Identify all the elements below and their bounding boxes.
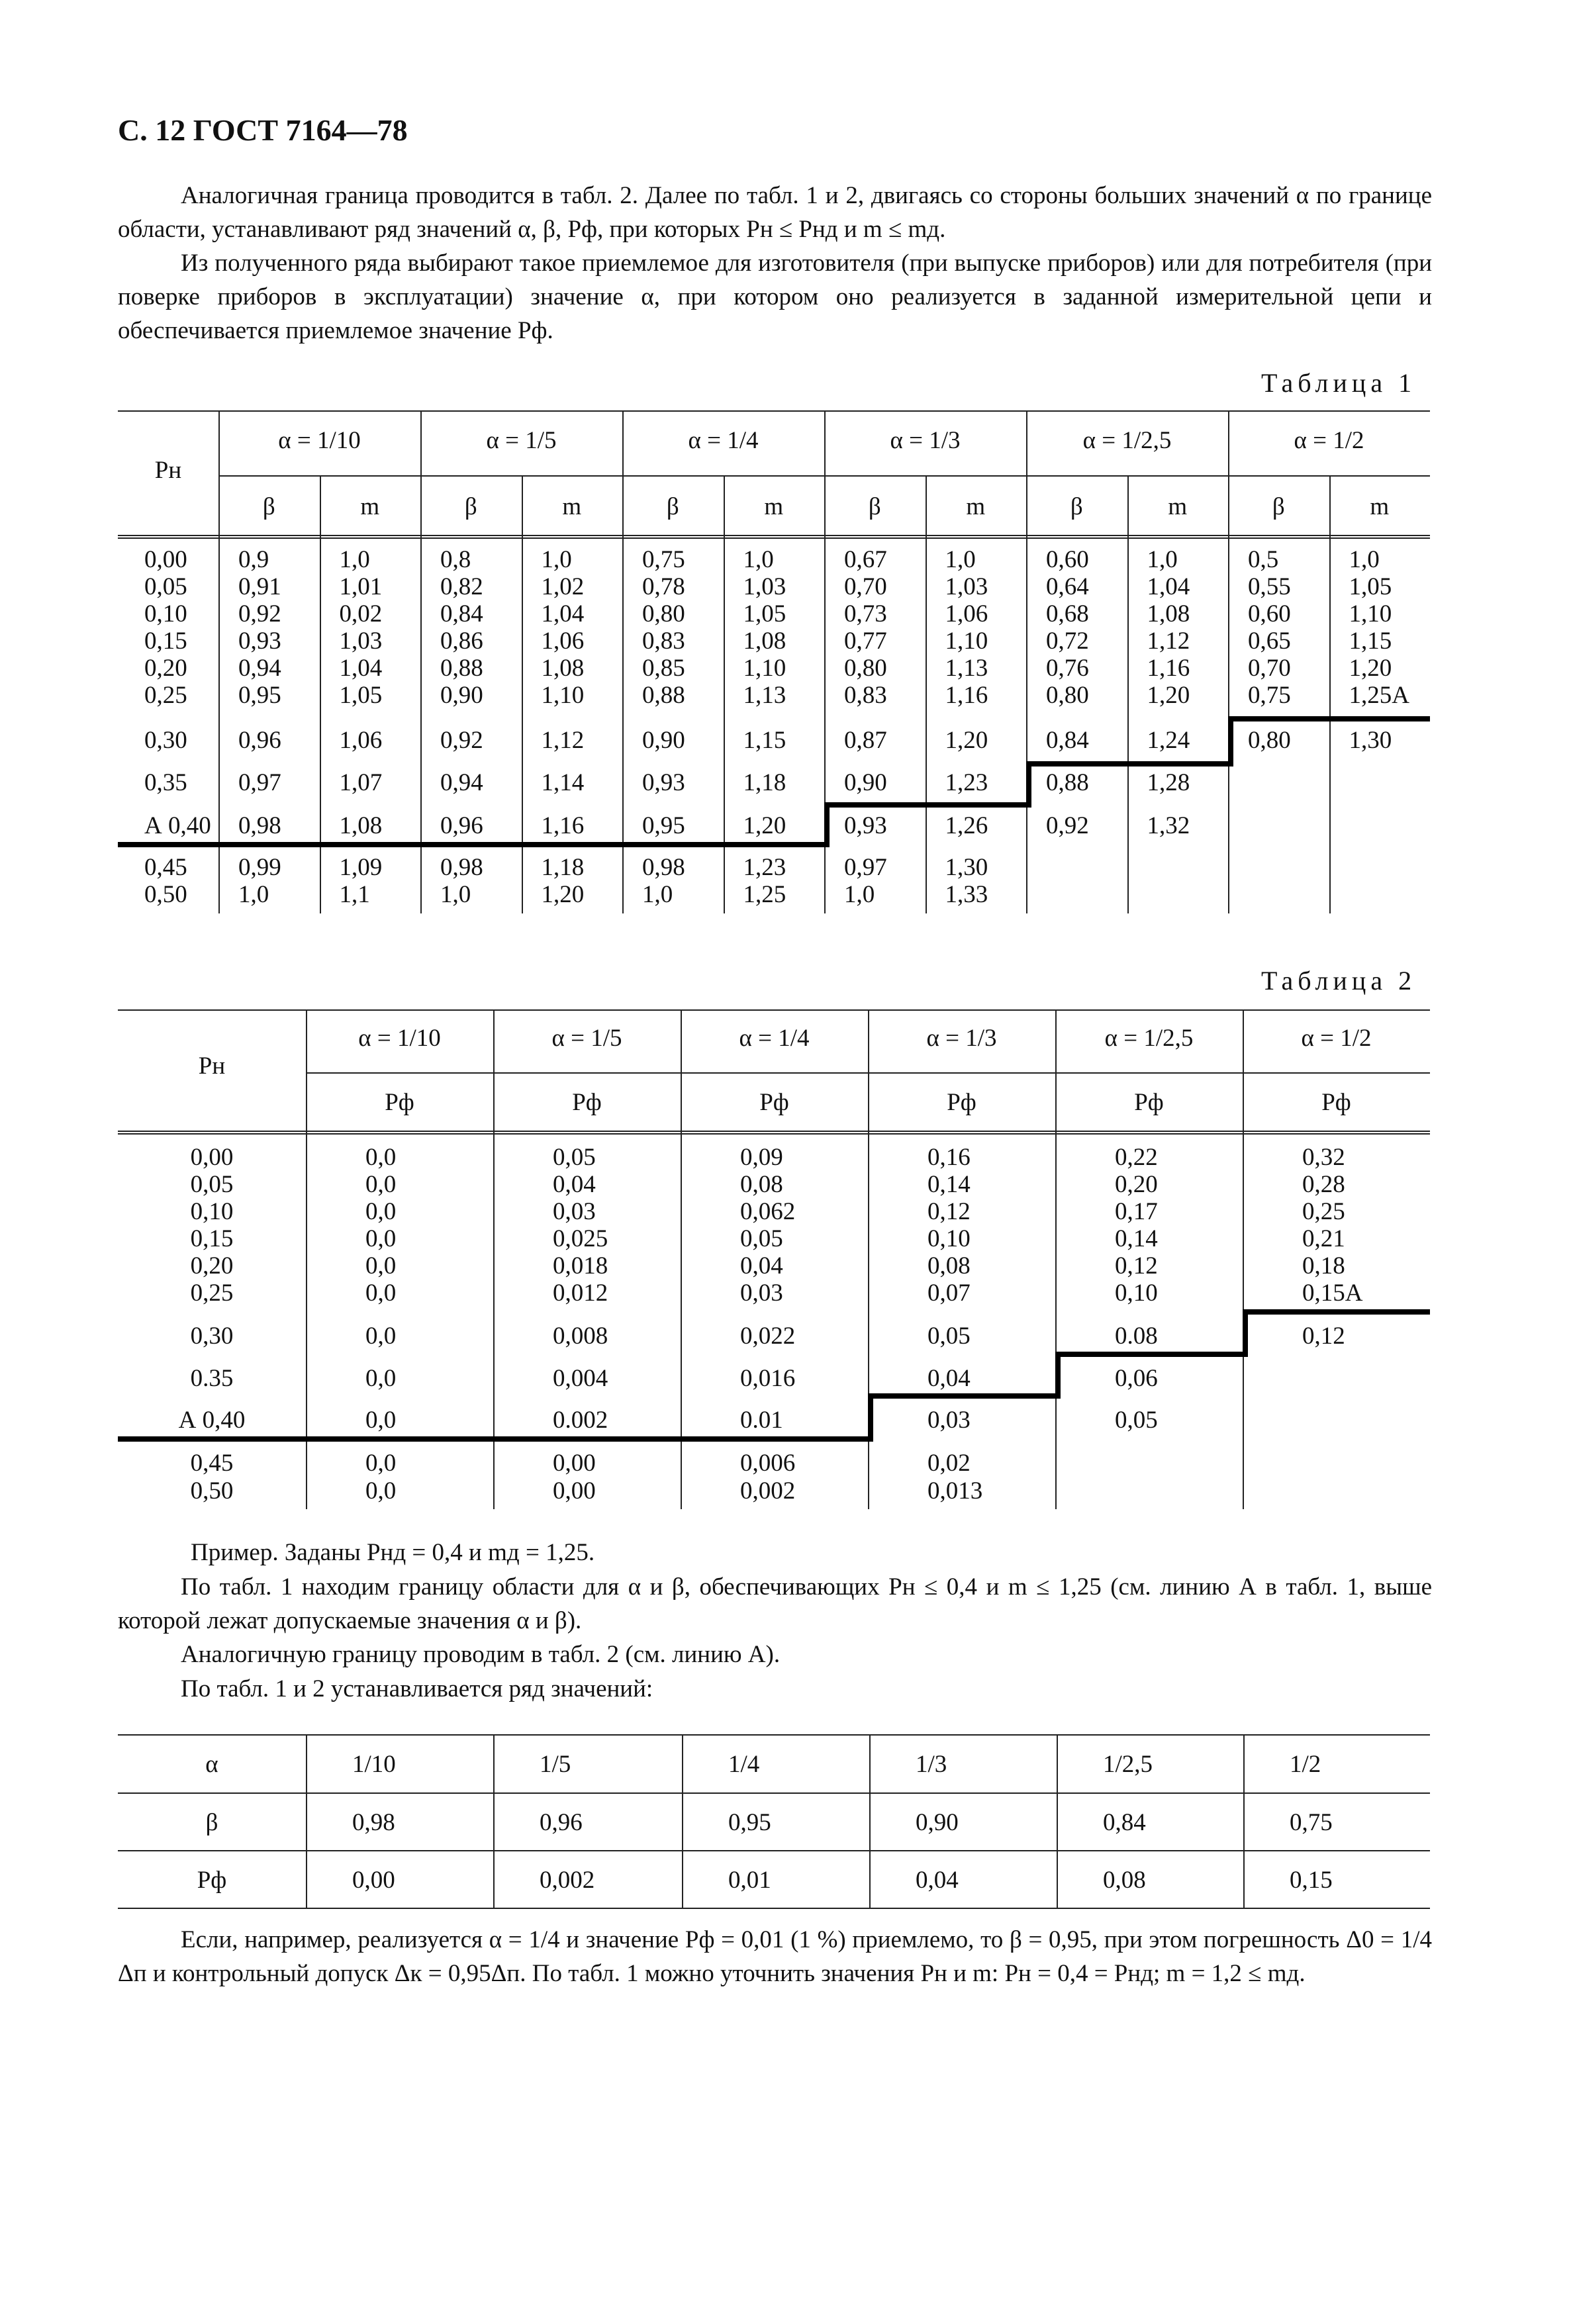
table1-m-cell: 1,20 [1147,682,1190,709]
table1-m-cell: 1,04 [541,600,585,627]
table3-cell: 1/5 [540,1751,571,1778]
table2-pf-cell: 0,17 [1115,1198,1158,1225]
table1-m-cell: 1,10 [945,627,988,655]
table2-pf-cell: 0,018 [553,1252,608,1279]
table2-pf-cell: 0,05 [927,1323,971,1350]
table1-alpha-header: α = 1/2 [1294,427,1364,454]
table2-pf-cell: 0,0 [365,1450,397,1477]
table2-pf-cell: 0,07 [927,1279,971,1307]
final-paragraph: Если, например, реализуется α = 1/4 и значение Pф = 0,01 (1 %) приемлемо, то β = 0,95, при этом погрешность Δ0 = 1/4 Δп и контрольный допуск Δк = 0,95Δп. По табл. 1 можно уточнить значения Pн и m: Pн = 0,4 = Pнд; m = 1,2 ≤ mд. [118,1926,1432,1987]
table1-beta-cell: 0,92 [440,727,483,754]
table2-pf-cell: 0,0 [365,1171,397,1198]
table1-beta-cell: 0,8 [440,546,471,573]
table3-cell: 0,15 [1290,1867,1333,1894]
table1-m-cell: 1,03 [945,573,988,600]
table3-cell: Pф [197,1867,227,1894]
table2-pf-cell: 0,18 [1302,1252,1345,1279]
table1-m-cell: 1,05 [743,600,786,627]
table3-cell: 0,96 [540,1809,583,1836]
paragraph-2: Из полученного ряда выбирают такое приемлемое для изготовителя (при выпуске приборов) или для потребителя (при поверке приборов в эксплуатации) значение α, при котором оно реализуется в заданной измерительной цепи и обеспечивается приемлемое значение Pф. [118,250,1432,344]
table1-beta-cell: 0,5 [1248,546,1279,573]
table1-m-cell: 1,20 [1349,655,1392,682]
table1-m-cell: 1,01 [339,573,383,600]
table1-m-cell: 1,20 [945,727,988,754]
rule-line [1057,1734,1058,1908]
table1-beta-cell: 0,80 [1248,727,1291,754]
table2-pf-cell: 0,10 [1115,1279,1158,1307]
table1-beta-cell: 0,55 [1248,573,1291,600]
table2-pf-cell: 0,022 [740,1323,796,1350]
table1-m-cell: 1,0 [339,546,370,573]
table1-beta-cell: 0,90 [642,727,685,754]
rule-line [493,1734,495,1908]
table1-beta-cell: 0,92 [238,600,281,627]
table1-beta-cell: 0,60 [1046,546,1089,573]
table2-pf-header: Pф [947,1089,976,1116]
table2-alpha-header: α = 1/2 [1301,1025,1372,1052]
table2-row-header: Pн [198,1052,226,1080]
table1-p-cell: 0,35 [144,769,187,796]
table1-beta-cell: 0,65 [1248,627,1291,655]
table2-pf-cell: 0,012 [553,1279,608,1307]
table1-m-cell: 1,30 [945,854,988,881]
table1-p-cell: 0,20 [144,655,187,682]
table3-cell: 0,84 [1103,1809,1146,1836]
table1-beta-cell: 0,84 [440,600,483,627]
table1-beta-cell: 0,97 [844,854,887,881]
table1-m-cell: 1,02 [541,573,585,600]
table1-alpha-header: α = 1/5 [486,427,557,454]
table1-beta-cell: 0,98 [642,854,685,881]
table1-m-cell: 1,18 [541,854,585,881]
table2-pf-cell: 0,04 [927,1365,971,1392]
table1-beta-cell: 1,0 [642,881,673,908]
table1-m-cell: 1,09 [339,854,383,881]
table1-beta-cell: 0,73 [844,600,887,627]
rule-line [118,1908,1430,1909]
table2-pf-header: Pф [1321,1089,1351,1116]
rule-line [682,1734,683,1908]
table2-pf-cell: 0,28 [1302,1171,1345,1198]
table1-m-cell: 1,10 [541,682,585,709]
table3-cell: 0,04 [916,1867,959,1894]
table2-pf-cell: 0,04 [553,1171,596,1198]
table2-pf-cell: 0,0 [365,1279,397,1307]
table1-beta-cell: 0,70 [1248,655,1291,682]
table2-pf-cell: 0,02 [927,1450,971,1477]
table1-beta-header: β [868,493,881,520]
table2-p-cell: 0,30 [190,1323,234,1350]
table2-p-cell: 0,20 [190,1252,234,1279]
table2-pf-cell: 0,32 [1302,1144,1345,1171]
table1-m-cell: 1,08 [743,627,786,655]
table1-m-cell: 1,0 [743,546,774,573]
table2-pf-cell: 0,08 [927,1252,971,1279]
table2-pf-cell: 0,0 [365,1365,397,1392]
table1-beta-cell: 0,83 [844,682,887,709]
table1-m-cell: 1,05 [1349,573,1392,600]
table2-pf-cell: 0,0 [365,1323,397,1350]
table3-cell: 0,95 [728,1809,771,1836]
table2-pf-cell: 0,03 [740,1279,783,1307]
table1-beta-cell: 0,85 [642,655,685,682]
table1-p-cell: 0,50 [144,881,187,908]
table1-m-cell: 1,20 [743,812,786,839]
table1-beta-cell: 0,95 [238,682,281,709]
table1-beta-cell: 0,80 [642,600,685,627]
table1-m-cell: 1,20 [541,881,585,908]
table1-m-cell: 1,08 [541,655,585,682]
table1-beta-cell: 0,96 [238,727,281,754]
table2-pf-header: Pф [759,1089,789,1116]
table2-pf-header: Pф [572,1089,602,1116]
table1-beta-cell: 0,82 [440,573,483,600]
table3-cell: 0,002 [540,1867,595,1894]
rule-line [118,1850,1430,1851]
table1-m-cell: 1,06 [339,727,383,754]
table2-pf-header: Pф [385,1089,414,1116]
table2-pf-cell: 0,004 [553,1365,608,1392]
table1-beta-cell: 0,80 [844,655,887,682]
table1-beta-cell: 0,64 [1046,573,1089,600]
table2-pf-cell: 0,12 [927,1198,971,1225]
table1-beta-cell: 0,97 [238,769,281,796]
table1-m-cell: 1,10 [743,655,786,682]
table1-m-cell: 1,28 [1147,769,1190,796]
table1-m-header: m [1168,493,1188,520]
table1-m-cell: 1,0 [945,546,976,573]
table1-p-cell: 0,10 [144,600,187,627]
table1-p-cell: А 0,40 [144,812,211,839]
table1-beta-cell: 0,75 [1248,682,1291,709]
table3-cell: 1/3 [916,1751,947,1778]
table2-pf-cell: 0,0 [365,1407,397,1434]
table1-alpha-header: α = 1/4 [688,427,759,454]
table1-m-header: m [1370,493,1390,520]
table1-m-header: m [764,493,784,520]
table1-beta-cell: 0,76 [1046,655,1089,682]
table1-beta-cell: 0,88 [1046,769,1089,796]
table2-pf-cell: 0,03 [927,1407,971,1434]
table2-pf-cell: 0,05 [1115,1407,1158,1434]
table2-p-cell: А 0,40 [178,1407,246,1434]
example-line-4: По табл. 1 и 2 устанавливается ряд значений: [181,1675,653,1702]
table3-cell: 0,01 [728,1867,771,1894]
table2-pf-cell: 0,008 [553,1323,608,1350]
table1-beta-cell: 0,98 [440,854,483,881]
table1-m-header: m [360,493,380,520]
table2-pf-cell: 0,21 [1302,1225,1345,1252]
table1-m-cell: 1,0 [1147,546,1178,573]
paragraph-1: Аналогичная граница проводится в табл. 2. Далее по табл. 1 и 2, двигаясь со стороны больших значений α по границе области, устанавливают ряд значений α, β, Pф, при которых Pн ≤ Pнд и m ≤ mд. [118,182,1432,243]
table2-pf-cell: 0,05 [553,1144,596,1171]
table2-caption: Таблица 2 [1261,966,1417,996]
table2-alpha-header: α = 1/2,5 [1104,1025,1194,1052]
table1-beta-header: β [1070,493,1083,520]
table2-pf-cell: 0,09 [740,1144,783,1171]
table1-beta-cell: 0,67 [844,546,887,573]
table2-pf-cell: 0,15А [1302,1279,1363,1307]
table1-p-cell: 0,00 [144,546,187,573]
table1-m-cell: 1,05 [339,682,383,709]
table1-beta-cell: 0,83 [642,627,685,655]
table1-beta-cell: 1,0 [440,881,471,908]
table1-m-cell: 1,08 [339,812,383,839]
table1-beta-cell: 0,93 [844,812,887,839]
table1-beta-cell: 1,0 [238,881,269,908]
table1-beta-cell: 0,86 [440,627,483,655]
rule-line [306,1734,307,1908]
table2-pf-cell: 0,05 [740,1225,783,1252]
table1-beta-cell: 0,9 [238,546,269,573]
table1-m-cell: 1,13 [945,655,988,682]
table2-p-cell: 0,15 [190,1225,234,1252]
table1-beta-cell: 0,90 [440,682,483,709]
table1-alpha-header: α = 1/10 [278,427,361,454]
table1-m-cell: 1,12 [541,727,585,754]
table1-m-cell: 1,24 [1147,727,1190,754]
table1-p-cell: 0,25 [144,682,187,709]
table2-pf-cell: 0,013 [927,1477,983,1505]
table1-m-cell: 1,0 [541,546,572,573]
table1-beta-cell: 0,87 [844,727,887,754]
table2-pf-cell: 0,22 [1115,1144,1158,1171]
table1-m-cell: 1,06 [945,600,988,627]
example-line-2: По табл. 1 находим границу области для α и β, обеспечивающих Pн ≤ 0,4 и m ≤ 1,25 (см. линию А в табл. 1, выше которой лежат допускаемые значения α и β). [118,1573,1432,1634]
table2-pf-cell: 0,006 [740,1450,796,1477]
table1-caption: Таблица 1 [1261,368,1417,398]
table1-beta-cell: 0,84 [1046,727,1089,754]
table2-pf-cell: 0,03 [553,1198,596,1225]
table2-p-cell: 0,45 [190,1450,234,1477]
table1-beta-cell: 0,72 [1046,627,1089,655]
table3-cell: 1/2,5 [1103,1751,1153,1778]
table1-beta-cell: 0,70 [844,573,887,600]
table1-beta-header: β [666,493,679,520]
table2-pf-cell: 0,0 [365,1198,397,1225]
table1-m-cell: 1,04 [1147,573,1190,600]
table1-m-header: m [966,493,986,520]
table1-beta-cell: 0,90 [844,769,887,796]
table1-p-cell: 0,15 [144,627,187,655]
table1-m-cell: 1,15 [1349,627,1392,655]
table1-beta-cell: 0,92 [1046,812,1089,839]
table2-pf-cell: 0,14 [1115,1225,1158,1252]
table2-pf-cell: 0,12 [1302,1323,1345,1350]
table1-p-cell: 0,30 [144,727,187,754]
table1-beta-header: β [464,493,477,520]
table2-alpha-header: α = 1/3 [926,1025,997,1052]
table2-pf-cell: 0,14 [927,1171,971,1198]
table1-m-cell: 1,23 [945,769,988,796]
table1-m-cell: 1,10 [1349,600,1392,627]
table2-pf-cell: 0.01 [740,1407,783,1434]
table2-pf-cell: 0,0 [365,1477,397,1505]
table2-pf-cell: 0,00 [553,1450,596,1477]
table1-beta-cell: 0,93 [642,769,685,796]
table1-beta-cell: 0,98 [238,812,281,839]
table1-m-cell: 1,25 [743,881,786,908]
table3-cell: 1/4 [728,1751,760,1778]
example-line-1: Пример. Заданы Pнд = 0,4 и mд = 1,25. [191,1539,595,1566]
table1-m-cell: 0,02 [339,600,383,627]
table2-p-cell: 0,50 [190,1477,234,1505]
table2-alpha-header: α = 1/5 [551,1025,622,1052]
table1-beta-cell: 0,80 [1046,682,1089,709]
table3-cell: 0,08 [1103,1867,1146,1894]
table2-p-cell: 0,05 [190,1171,234,1198]
table1-beta-cell: 0,78 [642,573,685,600]
table1-m-cell: 1,30 [1349,727,1392,754]
table1-m-cell: 1,16 [541,812,585,839]
table1-m-cell: 1,06 [541,627,585,655]
table1-beta-cell: 1,0 [844,881,875,908]
table1-m-cell: 1,0 [1349,546,1380,573]
table2-alpha-header: α = 1/10 [358,1025,441,1052]
table2-pf-cell: 0,12 [1115,1252,1158,1279]
table2-p-cell: 0.35 [190,1365,234,1392]
table1-p-cell: 0,05 [144,573,187,600]
table1-beta-header: β [262,493,275,520]
table1-m-cell: 1,03 [743,573,786,600]
table1-m-cell: 1,08 [1147,600,1190,627]
table1-beta-cell: 0,60 [1248,600,1291,627]
table3-cell: 0,90 [916,1809,959,1836]
table1-beta-cell: 0,94 [238,655,281,682]
table1-m-cell: 1,04 [339,655,383,682]
example-line-3: Аналогичную границу проводим в табл. 2 (см. линию А). [181,1641,781,1668]
table2-pf-cell: 0,20 [1115,1171,1158,1198]
table1-beta-header: β [1272,493,1285,520]
table2-pf-cell: 0,10 [927,1225,971,1252]
table2-pf-cell: 0,0 [365,1225,397,1252]
table2-pf-cell: 0,0 [365,1144,397,1171]
table2-p-cell: 0,10 [190,1198,234,1225]
table1-beta-cell: 0,75 [642,546,685,573]
table2-pf-cell: 0,062 [740,1198,796,1225]
table1-row-header: Pн [154,457,182,484]
table1-alpha-header: α = 1/2,5 [1082,427,1172,454]
table1-m-cell: 1,32 [1147,812,1190,839]
table1-m-cell: 1,18 [743,769,786,796]
table3-cell: 0,00 [352,1867,395,1894]
table1-m-header: m [562,493,582,520]
table1-m-cell: 1,1 [339,881,370,908]
table2-pf-cell: 0,06 [1115,1365,1158,1392]
table1-m-cell: 1,12 [1147,627,1190,655]
table2-p-cell: 0,25 [190,1279,234,1307]
table2-pf-cell: 0,00 [553,1477,596,1505]
table3-cell: 0,75 [1290,1809,1333,1836]
table1-p-cell: 0,45 [144,854,187,881]
table1-beta-cell: 0,99 [238,854,281,881]
table1-m-cell: 1,13 [743,682,786,709]
table1-m-cell: 1,15 [743,727,786,754]
table1-beta-cell: 0,88 [642,682,685,709]
table3-cell: 1/2 [1290,1751,1321,1778]
table1-m-cell: 1,25А [1349,682,1409,709]
rule-line [118,1792,1430,1794]
rule-line [118,1734,1430,1736]
table2-p-cell: 0,00 [190,1144,234,1171]
table1-m-cell: 1,33 [945,881,988,908]
table1-beta-cell: 0,88 [440,655,483,682]
table1-beta-cell: 0,77 [844,627,887,655]
table3-cell: β [205,1809,218,1836]
table1-beta-cell: 0,68 [1046,600,1089,627]
table3-cell: 0,98 [352,1809,395,1836]
table2-pf-header: Pф [1134,1089,1164,1116]
table2-pf-cell: 0,08 [740,1171,783,1198]
table3-cell: α [205,1751,218,1778]
table1-beta-cell: 0,96 [440,812,483,839]
table1-m-cell: 1,07 [339,769,383,796]
table2-pf-cell: 0,025 [553,1225,608,1252]
table1-m-cell: 1,26 [945,812,988,839]
table3-cell: 1/10 [352,1751,396,1778]
table1-beta-cell: 0,94 [440,769,483,796]
rule-line [869,1734,871,1908]
table1-beta-cell: 0,93 [238,627,281,655]
table2-pf-cell: 0,16 [927,1144,971,1171]
table2-pf-cell: 0.08 [1115,1323,1158,1350]
page-header: С. 12 ГОСТ 7164—78 [118,113,408,147]
table2-pf-cell: 0,0 [365,1252,397,1279]
table2-pf-cell: 0,016 [740,1365,796,1392]
rule-line [1243,1734,1245,1908]
table1-m-cell: 1,14 [541,769,585,796]
table1-m-cell: 1,16 [945,682,988,709]
table2-pf-cell: 0,002 [740,1477,796,1505]
table1-m-cell: 1,03 [339,627,383,655]
table1-m-cell: 1,16 [1147,655,1190,682]
table1-beta-cell: 0,91 [238,573,281,600]
table1-m-cell: 1,23 [743,854,786,881]
table2-pf-cell: 0,25 [1302,1198,1345,1225]
table1-beta-cell: 0,95 [642,812,685,839]
table2-pf-cell: 0,04 [740,1252,783,1279]
table2-pf-cell: 0.002 [553,1407,608,1434]
table1-alpha-header: α = 1/3 [890,427,961,454]
table2-alpha-header: α = 1/4 [739,1025,810,1052]
